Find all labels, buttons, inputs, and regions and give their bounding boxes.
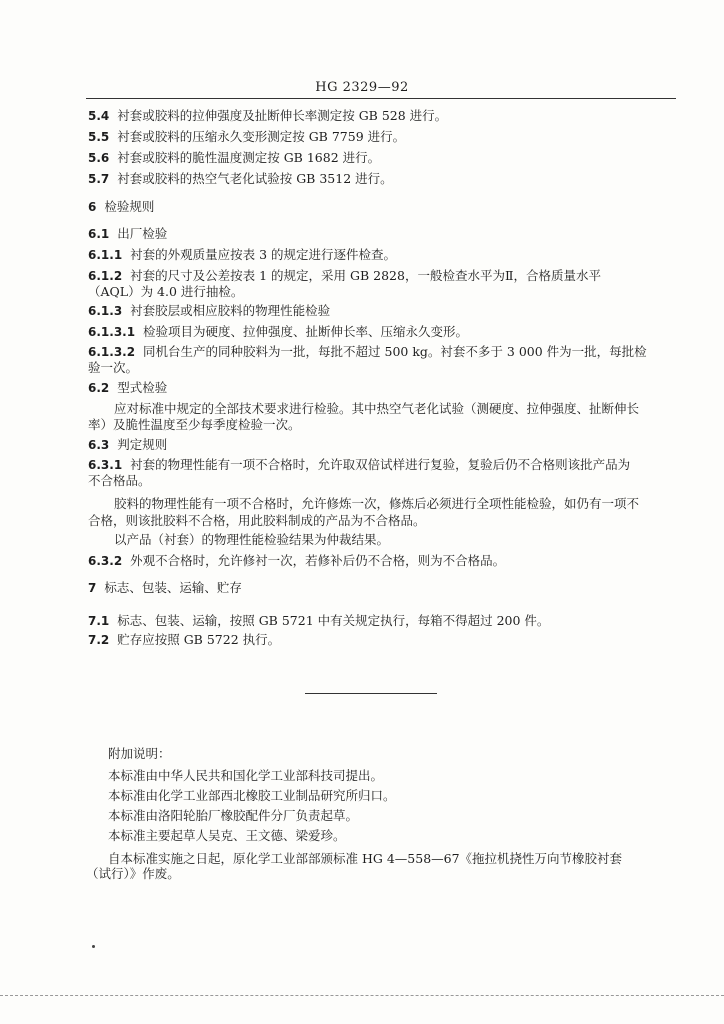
section-number: 7 [88, 581, 97, 595]
clause-text: 衬套或胶料的脆性温度测定按 GB 1682 进行。 [117, 150, 381, 165]
notes-line: 本标准由洛阳轮胎厂橡胶配件分厂负责起草。 [108, 808, 359, 823]
section-title: 标志、包装、运输、贮存 [104, 580, 242, 595]
standard-code-header: HG 2329—92 [315, 80, 409, 95]
clause-6-2-heading [88, 380, 167, 396]
clause-text: 检验项目为硬度、拉伸强度、扯断伸长率、压缩永久变形。 [143, 324, 469, 339]
clause-number: 6.3.2 [88, 554, 123, 568]
clause-text: 衬套的尺寸及公差按表 1 的规定，采用 GB 2828，一般检查水平为Ⅱ，合格质量水平 [130, 268, 601, 283]
notes-title: 附加说明： [108, 746, 171, 761]
clause-text: 胶料的物理性能有一项不合格时，允许修炼一次，修炼后必须进行全项性能检验，如仍有一项不 [114, 496, 640, 511]
clause-number: 7.1 [88, 614, 110, 628]
clause-6-1-3-2 [88, 344, 647, 360]
section-7-heading [88, 580, 242, 596]
clause-number: 5.6 [88, 151, 110, 165]
clause-text: （AQL）为 4.0 进行抽检。 [88, 284, 244, 299]
clause-number: 5.7 [88, 172, 110, 186]
clause-text: 衬套或胶料的拉伸强度及扯断伸长率测定按 GB 528 进行。 [117, 108, 448, 123]
clause-number: 6.2 [88, 381, 110, 395]
clause-6-1-2 [88, 268, 601, 284]
clause-number: 6.1.2 [88, 269, 123, 283]
clause-5-4 [88, 108, 447, 124]
clause-6-3-heading [88, 437, 167, 453]
clause-6-3-2 [88, 553, 505, 569]
clause-7-2 [88, 632, 280, 648]
clause-number: 6.1.1 [88, 248, 123, 262]
clause-title: 出厂检验 [117, 226, 168, 241]
notes-line: 本标准由化学工业部西北橡胶工业制品研究所归口。 [108, 788, 396, 803]
clause-text: 衬套的物理性能有一项不合格时，允许取双倍试样进行复验，复验后仍不合格则该批产品为 [130, 457, 631, 472]
clause-text: 衬套的外观质量应按表 3 的规定进行逐件检查。 [130, 247, 397, 262]
clause-6-1-1 [88, 247, 396, 263]
clause-text: 衬套或胶料的压缩永久变形测定按 GB 7759 进行。 [117, 129, 406, 144]
clause-title: 衬套胶层或相应胶料的物理性能检验 [130, 303, 331, 318]
notes-line: 本标准主要起草人吴克、王文德、梁爱珍。 [108, 828, 346, 843]
clause-6-3-1-para2-cont [88, 513, 426, 529]
scan-speck [92, 945, 95, 948]
clause-5-7 [88, 171, 393, 187]
notes-line: 自本标准实施之日起，原化学工业部部颁标准 HG 4—558—67《拖拉机挠性万向节橡胶衬套 [108, 851, 623, 866]
clause-5-5 [88, 129, 405, 145]
clause-number: 6.1.3.1 [88, 325, 136, 339]
section-number: 6 [88, 200, 97, 214]
header-rule [86, 98, 676, 99]
clause-number: 7.2 [88, 633, 110, 647]
clause-text: 以产品（衬套）的物理性能检验结果为仲裁结果。 [114, 532, 390, 547]
clause-number: 5.4 [88, 109, 110, 123]
clause-text: 外观不合格时，允许修衬一次，若修补后仍不合格，则为不合格品。 [130, 553, 506, 568]
clause-text: 应对标准中规定的全部技术要求进行检验。其中热空气老化试验（测硬度、拉伸强度、扯断伸长 [114, 401, 640, 416]
clause-5-6 [88, 150, 380, 166]
notes-line: 本标准由中华人民共和国化学工业部科技司提出。 [108, 768, 384, 783]
clause-6-3-1-cont [88, 473, 151, 489]
clause-number: 6.1.3.2 [88, 345, 136, 359]
clause-text: 率）及脆性温度至少每季度检验一次。 [88, 417, 301, 432]
clause-6-3-1 [88, 457, 630, 473]
clause-number: 6.1 [88, 227, 110, 241]
clause-6-1-heading [88, 226, 167, 242]
scan-edge-rule [0, 995, 724, 996]
clause-text: 贮存应按照 GB 5722 执行。 [117, 632, 281, 647]
section-title: 检验规则 [104, 199, 155, 214]
clause-text: 不合格品。 [88, 473, 151, 488]
clause-title: 判定规则 [117, 437, 168, 452]
notes-line: （试行）》作废。 [86, 866, 180, 881]
clause-number: 5.5 [88, 130, 110, 144]
clause-text: 验一次。 [88, 360, 139, 375]
clause-7-1 [88, 613, 549, 629]
clause-text: 衬套或胶料的热空气老化试验按 GB 3512 进行。 [117, 171, 393, 186]
clause-6-1-3-1 [88, 324, 468, 340]
separator-rule [305, 693, 437, 694]
clause-6-2-body-cont [88, 417, 301, 433]
clause-title: 型式检验 [117, 380, 168, 395]
section-6-heading [88, 199, 154, 215]
clause-6-1-2-cont [88, 284, 243, 300]
clause-6-2-body [114, 401, 639, 417]
clause-number: 6.3 [88, 438, 110, 452]
clause-6-3-1-para3 [114, 532, 389, 548]
clause-6-1-3-heading [88, 303, 330, 319]
clause-number: 6.1.3 [88, 304, 123, 318]
clause-6-1-3-2-cont [88, 360, 138, 376]
clause-text: 同机台生产的同种胶料为一批，每批不超过 500 kg。衬套不多于 3 000 件为一批，每批检 [143, 344, 647, 359]
clause-number: 6.3.1 [88, 458, 123, 472]
clause-6-3-1-para2 [114, 496, 639, 512]
clause-text: 标志、包装、运输，按照 GB 5721 中有关规定执行，每箱不得超过 200 件。 [117, 613, 550, 628]
clause-text: 合格，则该批胶料不合格，用此胶料制成的产品为不合格品。 [88, 513, 426, 528]
